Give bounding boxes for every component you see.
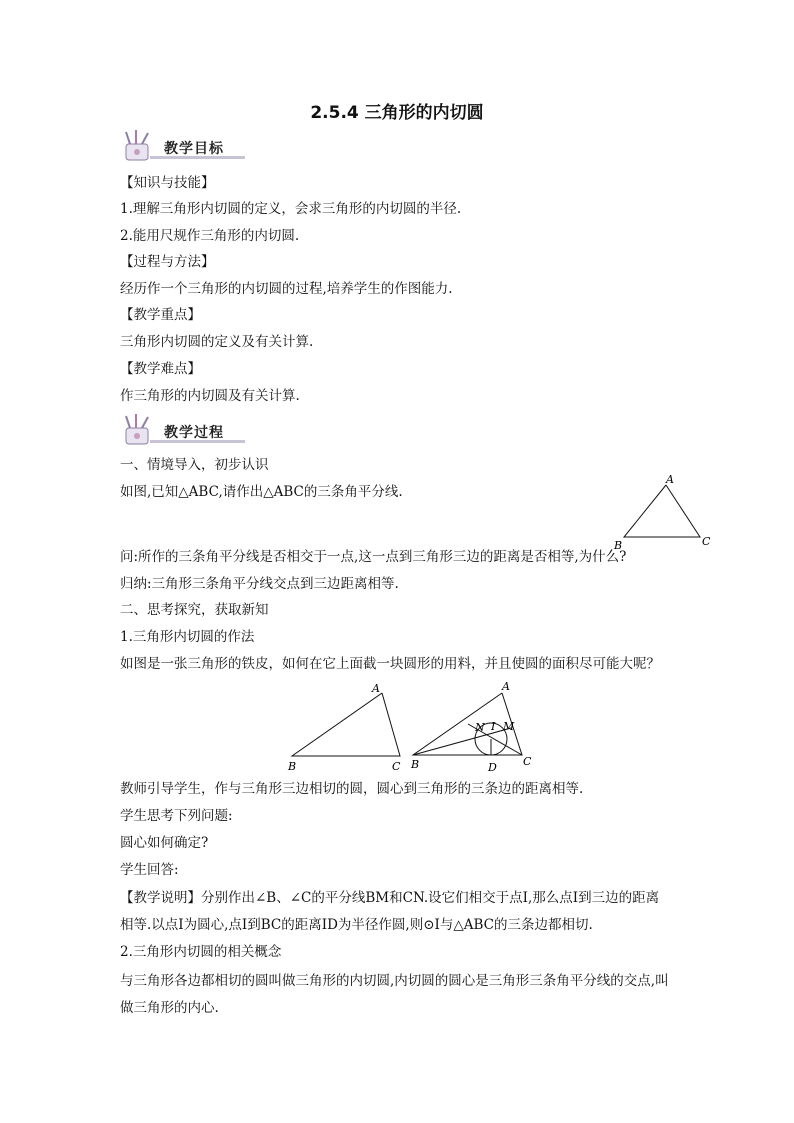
- text-line: 【教学难点】: [120, 361, 201, 377]
- text-line: 归纳:三角形三条角平分线交点到三边距离相等.: [120, 576, 399, 592]
- text-line: 2.能用尺规作三角形的内切圆.: [120, 228, 300, 244]
- vertex-label-c: C: [523, 755, 532, 768]
- section-banner-goals: [120, 130, 245, 164]
- triangle-figure-2: [280, 678, 410, 774]
- text-line: 学生回答:: [120, 862, 179, 878]
- text-line: 【教学重点】: [120, 307, 201, 323]
- point-label-m: M: [503, 720, 515, 733]
- vertex-label-b: B: [288, 760, 297, 773]
- text-line: 经历作一个三角形的内切圆的过程,培养学生的作图能力.: [120, 281, 453, 297]
- text-line: 2.三角形内切圆的相关概念: [120, 944, 282, 960]
- text-line: 作三角形的内切圆及有关计算.: [120, 388, 300, 404]
- text-line: 1.三角形内切圆的作法: [120, 629, 255, 645]
- text-line: 圆心如何确定?: [120, 835, 209, 851]
- incircle-figure: [405, 676, 545, 776]
- section-banner-process: [120, 414, 245, 448]
- text-line: 如图,已知△ABC,请作出△ABC的三条角平分线.: [120, 484, 403, 500]
- text-line: 【教学说明】分别作出∠B、∠C的平分线BM和CN.设它们相交于点I,那么点I到三边的距离: [120, 890, 660, 906]
- vertex-label-b: B: [614, 539, 623, 552]
- triangle-figure-1: [610, 470, 720, 552]
- text-line: 问:所作的三条角平分线是否相交于一点,这一点到三角形三边的距离是否相等,为什么?: [120, 549, 627, 565]
- banner-label: 教学过程: [164, 425, 224, 441]
- vertex-label-a: A: [666, 473, 674, 486]
- text-line: 1.理解三角形内切圆的定义，会求三角形的内切圆的半径.: [120, 201, 462, 217]
- vertex-label-c: C: [392, 760, 401, 773]
- point-label-i: I: [491, 720, 496, 733]
- vertex-label-a: A: [502, 680, 510, 693]
- text-line: 做三角形的内心.: [120, 1000, 219, 1016]
- vertex-label-a: A: [372, 682, 380, 695]
- page-title: 2.5.4 三角形的内切圆: [310, 103, 484, 123]
- text-line: 与三角形各边都相切的圆叫做三角形的内切圆,内切圆的圆心是三角形三条角平分线的交点,叫: [120, 973, 669, 989]
- text-line: 一、情境导入，初步认识: [120, 457, 269, 473]
- text-line: 【过程与方法】: [120, 254, 215, 270]
- point-label-d: D: [488, 761, 497, 774]
- text-line: 学生思考下列问题:: [120, 808, 233, 824]
- text-line: 三角形内切圆的定义及有关计算.: [120, 334, 314, 350]
- text-line: 教师引导学生，作与三角形三边相切的圆，圆心到三角形的三条边的距离相等.: [120, 781, 584, 797]
- text-line: 二、思考探究，获取新知: [120, 602, 269, 618]
- vertex-label-b: B: [411, 758, 420, 771]
- text-line: 如图是一张三角形的铁皮，如何在它上面截一块圆形的用料，并且使圆的面积尽可能大呢？: [120, 656, 660, 672]
- point-label-n: N: [475, 721, 485, 734]
- text-line: 相等.以点I为圆心,点I到BC的距离ID为半径作圆,则⊙I与△ABC的三条边都相切.: [120, 917, 593, 933]
- banner-label: 教学目标: [164, 141, 224, 157]
- vertex-label-c: C: [702, 535, 711, 548]
- text-line: 【知识与技能】: [120, 175, 215, 191]
